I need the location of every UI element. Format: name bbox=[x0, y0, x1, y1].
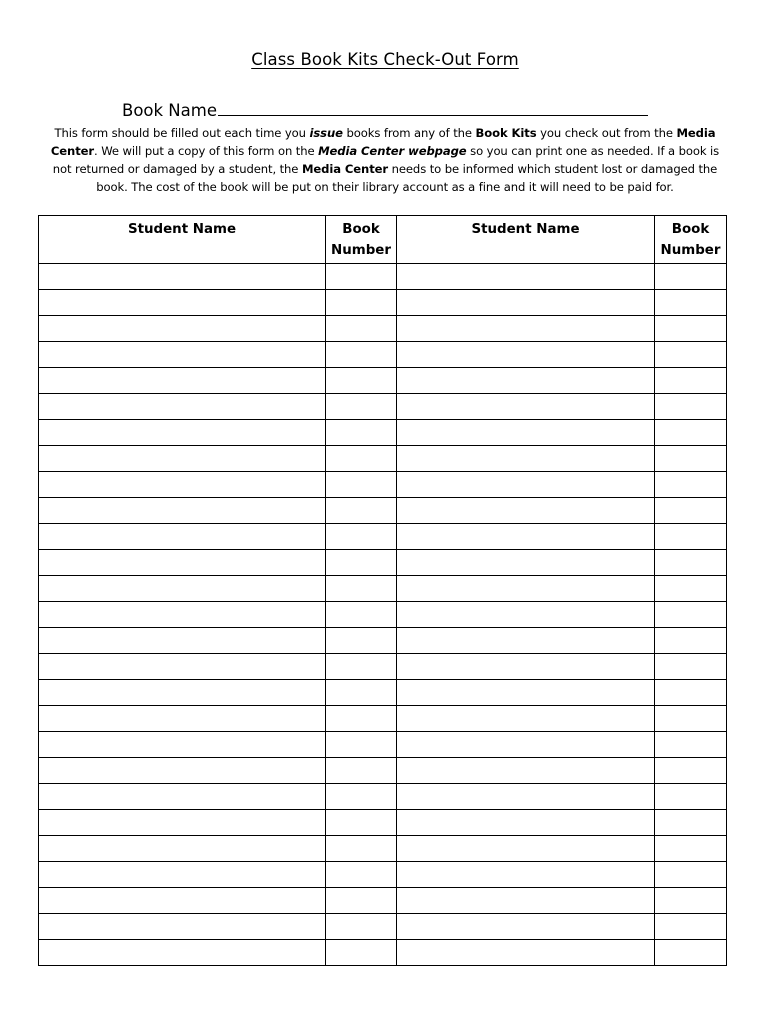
instructions-text: so you can print one as needed. If a book is not returned or damaged by a student, the bbox=[52, 144, 720, 176]
book-number-cell[interactable] bbox=[326, 342, 397, 368]
student-name-cell[interactable] bbox=[39, 316, 326, 342]
student-name-cell[interactable] bbox=[39, 888, 326, 914]
table-row bbox=[39, 836, 727, 862]
student-name-cell[interactable] bbox=[39, 784, 326, 810]
book-number-cell[interactable] bbox=[655, 394, 727, 420]
book-number-cell[interactable] bbox=[655, 836, 727, 862]
student-name-cell[interactable] bbox=[397, 602, 655, 628]
table-row bbox=[39, 706, 727, 732]
book-number-cell[interactable] bbox=[326, 368, 397, 394]
student-name-cell[interactable] bbox=[397, 680, 655, 706]
table-row bbox=[39, 680, 727, 706]
student-name-cell[interactable] bbox=[39, 342, 326, 368]
book-number-cell[interactable] bbox=[326, 316, 397, 342]
book-number-cell[interactable] bbox=[326, 446, 397, 472]
book-number-cell[interactable] bbox=[326, 602, 397, 628]
book-number-cell[interactable] bbox=[326, 758, 397, 784]
book-number-cell[interactable] bbox=[326, 810, 397, 836]
form-title: Class Book Kits Check-Out Form bbox=[251, 50, 519, 69]
table-row bbox=[39, 602, 727, 628]
book-number-cell[interactable] bbox=[326, 732, 397, 758]
student-name-cell[interactable] bbox=[397, 524, 655, 550]
student-name-cell[interactable] bbox=[397, 784, 655, 810]
table-row bbox=[39, 472, 727, 498]
student-name-cell[interactable] bbox=[39, 264, 326, 290]
book-number-cell[interactable] bbox=[326, 472, 397, 498]
student-name-cell[interactable] bbox=[397, 472, 655, 498]
book-number-cell[interactable] bbox=[326, 290, 397, 316]
student-name-cell[interactable] bbox=[39, 940, 326, 966]
student-name-cell[interactable] bbox=[397, 498, 655, 524]
table-row bbox=[39, 628, 727, 654]
book-number-cell[interactable] bbox=[655, 888, 727, 914]
student-name-cell[interactable] bbox=[39, 498, 326, 524]
instructions-emphasis-media-center: Media Center bbox=[50, 126, 716, 158]
book-number-cell[interactable] bbox=[326, 862, 397, 888]
student-name-cell[interactable] bbox=[397, 706, 655, 732]
book-number-cell[interactable] bbox=[326, 420, 397, 446]
book-number-cell[interactable] bbox=[326, 914, 397, 940]
student-name-cell[interactable] bbox=[397, 758, 655, 784]
student-name-cell[interactable] bbox=[39, 602, 326, 628]
student-name-cell[interactable] bbox=[397, 810, 655, 836]
instructions-text: . We will put a copy of this form on the bbox=[94, 144, 319, 158]
book-number-cell[interactable] bbox=[655, 290, 727, 316]
table-row bbox=[39, 914, 727, 940]
student-name-cell[interactable] bbox=[39, 862, 326, 888]
student-name-cell[interactable] bbox=[39, 628, 326, 654]
book-number-cell[interactable] bbox=[326, 264, 397, 290]
book-name-blank-line[interactable] bbox=[218, 100, 648, 116]
book-number-cell[interactable] bbox=[326, 940, 397, 966]
book-number-cell[interactable] bbox=[655, 524, 727, 550]
student-name-cell[interactable] bbox=[39, 394, 326, 420]
table-row bbox=[39, 862, 727, 888]
table-row bbox=[39, 446, 727, 472]
student-name-cell[interactable] bbox=[397, 862, 655, 888]
student-name-cell[interactable] bbox=[397, 888, 655, 914]
student-name-cell[interactable] bbox=[39, 836, 326, 862]
student-name-cell[interactable] bbox=[39, 472, 326, 498]
student-name-cell[interactable] bbox=[39, 420, 326, 446]
student-name-cell[interactable] bbox=[397, 732, 655, 758]
book-number-cell[interactable] bbox=[326, 498, 397, 524]
book-number-cell[interactable] bbox=[655, 472, 727, 498]
book-number-cell[interactable] bbox=[655, 732, 727, 758]
book-number-cell[interactable] bbox=[326, 550, 397, 576]
book-number-cell[interactable] bbox=[326, 706, 397, 732]
instructions-text: you check out from the bbox=[536, 126, 677, 140]
student-name-cell[interactable] bbox=[39, 914, 326, 940]
table-row bbox=[39, 576, 727, 602]
table-row bbox=[39, 420, 727, 446]
instructions-emphasis-issue: issue bbox=[309, 126, 343, 140]
student-name-cell[interactable] bbox=[39, 446, 326, 472]
student-name-cell[interactable] bbox=[397, 290, 655, 316]
instructions-emphasis-webpage: Media Center webpage bbox=[318, 144, 467, 158]
student-name-cell[interactable] bbox=[397, 914, 655, 940]
table-row bbox=[39, 940, 727, 966]
book-number-cell[interactable] bbox=[326, 628, 397, 654]
student-name-cell[interactable] bbox=[39, 732, 326, 758]
book-number-cell[interactable] bbox=[655, 810, 727, 836]
header-student-name: Student Name bbox=[39, 216, 326, 264]
student-name-cell[interactable] bbox=[397, 576, 655, 602]
student-name-cell[interactable] bbox=[39, 654, 326, 680]
book-number-cell[interactable] bbox=[655, 758, 727, 784]
student-name-cell[interactable] bbox=[39, 368, 326, 394]
book-number-cell[interactable] bbox=[326, 524, 397, 550]
book-number-cell[interactable] bbox=[655, 446, 727, 472]
book-name-field bbox=[122, 100, 648, 120]
book-number-cell[interactable] bbox=[655, 628, 727, 654]
table-body bbox=[39, 264, 727, 966]
table-row bbox=[39, 732, 727, 758]
student-name-cell[interactable] bbox=[397, 420, 655, 446]
student-name-cell[interactable] bbox=[39, 524, 326, 550]
book-number-cell[interactable] bbox=[326, 576, 397, 602]
table-header-row bbox=[39, 216, 727, 264]
header-book-number: Book Number bbox=[655, 216, 727, 264]
table-row bbox=[39, 784, 727, 810]
table-row bbox=[39, 342, 727, 368]
book-number-cell[interactable] bbox=[655, 550, 727, 576]
student-name-cell[interactable] bbox=[397, 394, 655, 420]
instructions-text: needs to be informed which student lost or damaged the book. The cost of the book will be put on their library account as a fine and it will need to be paid for. bbox=[96, 162, 718, 194]
book-number-cell[interactable] bbox=[326, 680, 397, 706]
table-row bbox=[39, 758, 727, 784]
instructions-text: This form should be filled out each time you bbox=[54, 126, 310, 140]
student-name-cell[interactable] bbox=[397, 368, 655, 394]
book-number-cell[interactable] bbox=[655, 420, 727, 446]
table-row bbox=[39, 316, 727, 342]
book-number-cell[interactable] bbox=[655, 602, 727, 628]
student-name-cell[interactable] bbox=[39, 706, 326, 732]
book-number-cell[interactable] bbox=[655, 940, 727, 966]
student-name-cell[interactable] bbox=[397, 446, 655, 472]
table-row bbox=[39, 810, 727, 836]
header-book-number: Book Number bbox=[326, 216, 397, 264]
checkout-table bbox=[38, 215, 727, 966]
book-number-cell[interactable] bbox=[655, 316, 727, 342]
student-name-cell[interactable] bbox=[39, 290, 326, 316]
header-student-name: Student Name bbox=[397, 216, 655, 264]
table-row bbox=[39, 550, 727, 576]
student-name-cell[interactable] bbox=[397, 264, 655, 290]
book-number-cell[interactable] bbox=[326, 784, 397, 810]
student-name-cell[interactable] bbox=[397, 940, 655, 966]
book-number-cell[interactable] bbox=[326, 888, 397, 914]
book-number-cell[interactable] bbox=[326, 394, 397, 420]
student-name-cell[interactable] bbox=[397, 654, 655, 680]
book-number-cell[interactable] bbox=[655, 784, 727, 810]
instructions-text: books from any of the bbox=[342, 126, 476, 140]
book-number-cell[interactable] bbox=[655, 498, 727, 524]
book-number-cell[interactable] bbox=[655, 264, 727, 290]
student-name-cell[interactable] bbox=[39, 550, 326, 576]
book-number-cell[interactable] bbox=[326, 654, 397, 680]
student-name-cell[interactable] bbox=[397, 316, 655, 342]
table-row bbox=[39, 654, 727, 680]
book-number-cell[interactable] bbox=[655, 862, 727, 888]
book-number-cell[interactable] bbox=[655, 914, 727, 940]
book-number-cell[interactable] bbox=[655, 342, 727, 368]
student-name-cell[interactable] bbox=[39, 680, 326, 706]
table-row bbox=[39, 290, 727, 316]
book-name-label: Book Name bbox=[122, 101, 217, 120]
student-name-cell[interactable] bbox=[39, 758, 326, 784]
book-number-cell[interactable] bbox=[655, 654, 727, 680]
student-name-cell[interactable] bbox=[397, 550, 655, 576]
student-name-cell[interactable] bbox=[397, 836, 655, 862]
student-name-cell[interactable] bbox=[397, 342, 655, 368]
book-number-cell[interactable] bbox=[655, 368, 727, 394]
table-row bbox=[39, 888, 727, 914]
book-number-cell[interactable] bbox=[655, 576, 727, 602]
instructions-emphasis-media-center: Media Center bbox=[301, 162, 389, 176]
instructions-emphasis-book-kits: Book Kits bbox=[475, 126, 537, 140]
form-instructions bbox=[40, 124, 730, 196]
student-name-cell[interactable] bbox=[39, 576, 326, 602]
student-name-cell[interactable] bbox=[39, 810, 326, 836]
book-number-cell[interactable] bbox=[655, 680, 727, 706]
book-number-cell[interactable] bbox=[326, 836, 397, 862]
table-row bbox=[39, 524, 727, 550]
student-name-cell[interactable] bbox=[397, 628, 655, 654]
table-row bbox=[39, 498, 727, 524]
table-row bbox=[39, 394, 727, 420]
table-row bbox=[39, 368, 727, 394]
book-number-cell[interactable] bbox=[655, 706, 727, 732]
table-row bbox=[39, 264, 727, 290]
